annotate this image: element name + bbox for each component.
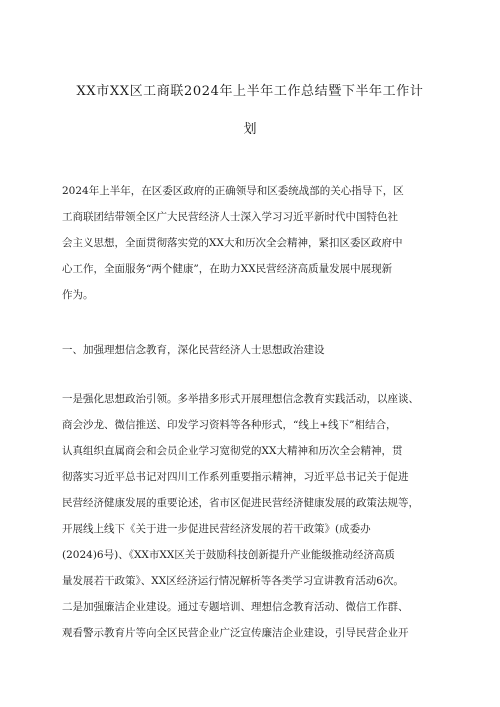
body-line: 彻落实习近平总书记对四川工作系列重要指示精神，习近平总书记关于促进 (62, 471, 409, 483)
body-line: 认真组织直属商会和会员企业学习宽彻党的XX大精神和历次全会精神，贯 (62, 445, 403, 457)
intro-line: 心工作，全面服务“两个健康”，在助力XX民营经济高质量发展中展现新 (62, 263, 393, 275)
body-line: (2024)6号)、《XX市XX区关于鼓励科技创新提升产业能级推动经济高质 (62, 549, 395, 561)
section-heading: 一、加强理想信念教育，深化民营经济人士思想政治建设 (62, 344, 325, 356)
body-paragraph (62, 386, 438, 646)
intro-paragraph (62, 178, 438, 308)
intro-line: 2024年上半年，在区委区政府的正确领导和区委统战部的关心指导下，区 (62, 185, 404, 197)
intro-line: 工商联团结带领全区广大民营经济人士深入学习习近平新时代中国特色社 (62, 211, 398, 223)
body-line: 二是加强廉洁企业建设。通过专题培训、理想信念教育活动、微信工作群、 (62, 601, 409, 613)
intro-line: 会主义思想，全面贯彻落实党的XX大和历次全会精神，紧扣区委区政府中 (62, 237, 403, 249)
intro-line: 作为。 (62, 289, 94, 301)
body-line: 开展线上线下《关于进一步促进民营经济发展的若干政策》(成委办 (62, 523, 371, 535)
body-line: 民营经济健康发展的重要论述，省市区促进民营经济健康发展的政策法规等， (62, 497, 419, 509)
body-line: 一是强化思想政治引领。多举措多形式开展理想信念教育实践活动，以座谈、 (62, 393, 419, 405)
body-line: 量发展若干政策》、XX区经济运行情况解析等各类学习宣讲教育活动6次。 (62, 575, 404, 587)
body-line: 商会沙龙、微信推送、印发学习资料等各种形式，“线上+线下”相结合， (62, 419, 397, 431)
body-line: 观看警示教育片等向全区民营企业广泛宣传廉洁企业建设，引导民营企业开 (62, 627, 409, 639)
document-title-line-1: XX市XX区工商联2024年上半年工作总结暨下半年工作计 (76, 84, 424, 99)
document-title-line-2: 划 (243, 122, 257, 137)
